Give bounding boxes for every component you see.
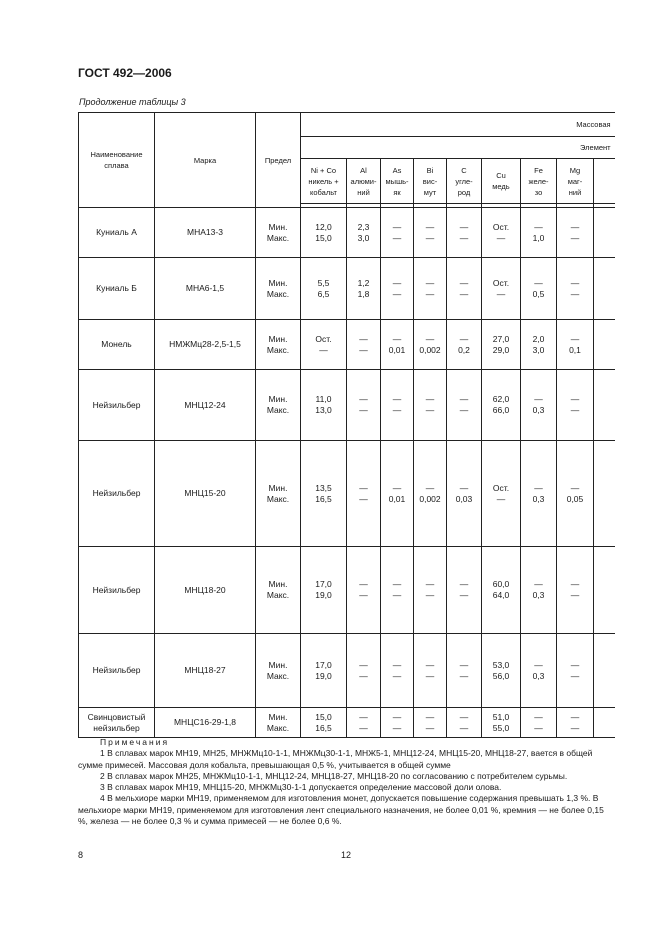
max-value: —: [359, 405, 368, 415]
value-cell: [347, 370, 381, 441]
alloy-name-cell: Нейзильбер: [79, 634, 155, 708]
header-element-cell: [381, 159, 414, 204]
min-value: —: [570, 333, 580, 344]
table-row: [79, 708, 615, 738]
value-cell: [482, 258, 521, 320]
value-cell: [557, 441, 594, 547]
limit-label: Макс.: [266, 670, 290, 681]
empty-cell: [594, 258, 615, 320]
header-element-line: Mg: [569, 165, 581, 175]
min-value: —: [534, 711, 543, 722]
limit-label: Мин.: [268, 221, 288, 232]
value-cell: [482, 320, 521, 370]
max-value: —: [359, 590, 368, 600]
table-row: [79, 258, 615, 320]
max-value: —: [570, 288, 580, 299]
min-value: 13,5: [315, 482, 332, 493]
value-cell: [557, 320, 594, 370]
value-cell: [381, 370, 414, 441]
max-value: 0,05: [566, 493, 584, 504]
alloy-name-cell: Куниаль А: [79, 208, 155, 258]
value-cell: [447, 370, 482, 441]
limit-label: Мин.: [268, 659, 288, 670]
alloy-composition-table: [78, 112, 615, 738]
value-cell: [447, 258, 482, 320]
min-value: —: [459, 333, 469, 344]
value-cell: [347, 208, 381, 258]
limit-label: Макс.: [266, 722, 290, 733]
header-element-line: вис-: [422, 176, 438, 186]
value-cell: [347, 708, 381, 738]
standard-number: ГОСТ 492—2006: [78, 66, 172, 80]
max-value: —: [425, 288, 435, 299]
max-value: 13,0: [315, 405, 332, 415]
max-value: 0,03: [455, 493, 473, 504]
min-value: —: [534, 394, 543, 404]
value-cell: [557, 547, 594, 634]
min-value: —: [570, 221, 580, 232]
max-value: —: [570, 405, 580, 415]
limit-label: Мин.: [268, 579, 288, 589]
grade-cell: МНЦ12-24: [155, 370, 256, 441]
value-cell: [414, 320, 447, 370]
max-value: —: [392, 288, 402, 299]
max-value: —: [459, 590, 469, 600]
table-row: [79, 320, 615, 370]
min-value: —: [570, 711, 580, 722]
value-cell: [521, 208, 557, 258]
max-value: —: [425, 232, 435, 243]
limit-cell: [256, 634, 301, 708]
grade-cell: МНА6-1,5: [155, 258, 256, 320]
grade-cell: МНЦ15-20: [155, 441, 256, 547]
min-value: 51,0: [492, 711, 510, 722]
max-value: —: [392, 670, 402, 681]
max-value: —: [459, 405, 469, 415]
header-element-cell: [301, 159, 347, 204]
table-row: [79, 208, 615, 258]
min-value: —: [425, 659, 435, 670]
value-cell: [482, 370, 521, 441]
header-element-cell: [557, 159, 594, 204]
value-cell: [482, 208, 521, 258]
header-grade: Марка: [155, 113, 256, 208]
min-value: 1,2: [357, 277, 370, 288]
min-value: —: [459, 711, 469, 722]
min-value: —: [392, 333, 402, 344]
min-value: —: [392, 277, 402, 288]
header-element-line: ний: [357, 187, 370, 197]
header-alloy-name: Наименование сплава: [79, 113, 155, 208]
table-row: [79, 547, 615, 634]
header-element-line: маг-: [567, 176, 583, 186]
value-cell: [482, 441, 521, 547]
header-element-line: ний: [568, 187, 582, 197]
alloy-name-cell: Куниаль Б: [79, 258, 155, 320]
min-value: —: [359, 711, 368, 722]
min-value: —: [359, 333, 368, 344]
max-value: 0,3: [532, 670, 545, 681]
min-value: —: [459, 221, 469, 232]
notes-title: Примечания: [100, 737, 170, 747]
header-element-line: желе-: [528, 176, 549, 186]
max-value: —: [459, 670, 469, 681]
max-value: —: [570, 590, 580, 600]
max-value: 0,3: [532, 590, 545, 600]
header-element-line: Cu: [496, 171, 506, 180]
max-value: 29,0: [492, 344, 510, 355]
min-value: —: [392, 579, 402, 589]
value-cell: [521, 547, 557, 634]
max-value: 0,01: [388, 344, 406, 355]
limit-cell: [256, 370, 301, 441]
value-cell: [447, 547, 482, 634]
max-value: —: [459, 288, 469, 299]
header-element-line: никель +: [308, 176, 339, 186]
max-value: 0,3: [532, 493, 545, 504]
limit-label: Мин.: [268, 277, 288, 288]
max-value: —: [425, 405, 435, 415]
table-notes: [78, 737, 614, 827]
min-value: Ост.: [492, 277, 510, 288]
limit-label: Мин.: [268, 333, 288, 344]
limit-cell: [256, 441, 301, 547]
alloy-name-cell: Монель: [79, 320, 155, 370]
header-limit: Предел: [256, 113, 301, 208]
min-value: —: [570, 277, 580, 288]
max-value: —: [392, 722, 402, 733]
max-value: 19,0: [315, 590, 332, 600]
max-value: —: [359, 670, 368, 681]
empty-cell: [594, 547, 615, 634]
min-value: 11,0: [315, 394, 332, 404]
value-cell: [301, 708, 347, 738]
header-element-line: мут: [423, 187, 437, 197]
grade-cell: МНЦС16-29-1,8: [155, 708, 256, 738]
min-value: —: [534, 659, 543, 670]
limit-cell: [256, 708, 301, 738]
value-cell: [557, 208, 594, 258]
min-value: 2,3: [357, 221, 370, 232]
grade-cell: МНЦ18-27: [155, 634, 256, 708]
min-value: —: [570, 482, 580, 493]
min-value: —: [459, 579, 469, 589]
max-value: 6,5: [317, 288, 330, 299]
max-value: 19,0: [315, 670, 332, 681]
value-cell: [557, 258, 594, 320]
max-value: 0,2: [458, 344, 470, 355]
max-value: 0,002: [419, 344, 441, 355]
header-element-line: Al: [360, 165, 367, 175]
value-cell: [381, 258, 414, 320]
empty-cell: [594, 370, 615, 441]
min-value: —: [534, 277, 543, 288]
value-cell: [557, 634, 594, 708]
empty-cell: [594, 708, 615, 738]
max-value: 0,3: [532, 405, 545, 415]
value-cell: [414, 370, 447, 441]
value-cell: [347, 320, 381, 370]
value-cell: [447, 708, 482, 738]
min-value: —: [392, 394, 402, 404]
min-value: Ост.: [315, 333, 332, 344]
header-element-line: As: [392, 165, 402, 175]
min-value: —: [425, 482, 435, 493]
max-value: —: [570, 670, 580, 681]
grade-cell: МНА13-3: [155, 208, 256, 258]
max-value: 64,0: [492, 590, 510, 600]
min-value: —: [425, 277, 435, 288]
min-value: 2,0: [532, 333, 545, 344]
max-value: 0,5: [532, 288, 545, 299]
header-element-line: Fe: [534, 165, 543, 175]
header-element-line: мышь-: [385, 176, 409, 186]
value-cell: [301, 547, 347, 634]
max-value: —: [392, 590, 402, 600]
note-item: 1 В сплавах марок МН19, МН25, МНЖМц10-1-1, МНЖМц30-1-1, МНЖ5-1, МНЦ12-24, МНЦ15-20, МНЦ18-27, вается в общей сумме примесей. Массовая доля кобальта, превышающая 0,5 %, учитывается в общей сумме: [78, 748, 593, 770]
limit-label: Макс.: [266, 344, 290, 355]
note-item: 4 В мельхиоре марки МН19, применяемом для изготовления монет, допускается повышение содержания превышать 1,3 %. В мельхиоре марки МН19, применяемом для изготовления лент специального назначения, не более 0,01 %, кремния — не более 0,15 %, железа — не более 0,3 % и сумма примесей — не более 0,6 %.: [78, 793, 604, 827]
limit-cell: [256, 258, 301, 320]
empty-cell: [594, 634, 615, 708]
value-cell: [521, 320, 557, 370]
value-cell: [414, 547, 447, 634]
value-cell: [301, 258, 347, 320]
min-value: —: [359, 659, 368, 670]
min-value: —: [425, 579, 435, 589]
grade-cell: НМЖМц28-2,5-1,5: [155, 320, 256, 370]
header-element-line: Bi: [426, 165, 434, 175]
value-cell: [414, 441, 447, 547]
max-value: 55,0: [492, 722, 510, 733]
value-cell: [381, 320, 414, 370]
header-element: Элемент: [301, 137, 615, 159]
header-element-line: медь: [492, 182, 510, 191]
min-value: —: [534, 482, 543, 493]
max-value: —: [425, 722, 435, 733]
table-row: [79, 634, 615, 708]
min-value: —: [570, 659, 580, 670]
note-item: 2 В сплавах марок МН25, МНЖМц10-1-1, МНЦ12-24, МНЦ18-27, МНЦ18-20 по согласованию с потребителем сурьмы.: [100, 770, 568, 781]
value-cell: [521, 441, 557, 547]
header-element-cell: [447, 159, 482, 204]
value-cell: [447, 208, 482, 258]
empty-cell: [594, 441, 615, 547]
limit-label: Макс.: [266, 493, 290, 504]
empty-cell: [594, 208, 615, 258]
header-element-cell: [521, 159, 557, 204]
header-element-line: Ni + Co: [310, 165, 337, 175]
min-value: 5,5: [317, 277, 330, 288]
limit-cell: [256, 208, 301, 258]
value-cell: [482, 708, 521, 738]
max-value: —: [392, 405, 402, 415]
header-element-line: як: [393, 187, 401, 197]
value-cell: [521, 258, 557, 320]
header-element-cell: [414, 159, 447, 204]
alloy-name-cell: Нейзильбер: [79, 370, 155, 441]
min-value: —: [570, 579, 580, 589]
note-item: 3 В сплавах марок МН19, МНЦ15-20, МНЖМц30-1-1 допускается определение массовой доли олова.: [100, 782, 502, 793]
max-value: —: [570, 232, 580, 243]
max-value: —: [359, 722, 368, 733]
value-cell: [447, 634, 482, 708]
max-value: —: [392, 232, 402, 243]
max-value: 0,01: [388, 493, 406, 504]
header-element-line: кобальт: [310, 187, 337, 197]
value-cell: [414, 208, 447, 258]
max-value: 3,0: [357, 232, 370, 243]
value-cell: [521, 708, 557, 738]
min-value: 17,0: [315, 579, 332, 589]
header-element-line: угле-: [455, 176, 473, 186]
empty-cell: [594, 320, 615, 370]
min-value: 27,0: [492, 333, 510, 344]
max-value: 0,002: [419, 493, 441, 504]
value-cell: [301, 320, 347, 370]
max-value: —: [496, 288, 506, 299]
max-value: —: [534, 722, 543, 733]
min-value: —: [425, 394, 435, 404]
alloy-name-cell: Свинцовистый нейзильбер: [79, 708, 155, 738]
alloy-name-cell: Нейзильбер: [79, 547, 155, 634]
value-cell: [347, 634, 381, 708]
max-value: —: [359, 344, 368, 355]
max-value: —: [459, 722, 469, 733]
max-value: 0,1: [569, 344, 581, 355]
max-value: —: [496, 493, 506, 504]
limit-label: Мин.: [268, 482, 288, 493]
value-cell: [482, 547, 521, 634]
max-value: —: [496, 232, 506, 243]
header-element-cell: [347, 159, 381, 204]
min-value: —: [459, 394, 469, 404]
min-value: —: [459, 277, 469, 288]
value-cell: [482, 634, 521, 708]
min-value: —: [425, 221, 435, 232]
table-continuation-caption: Продолжение таблицы 3: [79, 97, 186, 107]
min-value: Ост.: [492, 482, 510, 493]
value-cell: [381, 441, 414, 547]
min-value: 12,0: [315, 221, 332, 232]
max-value: 1,0: [532, 232, 545, 243]
limit-label: Макс.: [266, 405, 290, 415]
min-value: 17,0: [315, 659, 332, 670]
header-element-cell: [482, 159, 521, 204]
min-value: —: [534, 579, 543, 589]
min-value: —: [359, 579, 368, 589]
value-cell: [347, 258, 381, 320]
limit-label: Макс.: [266, 288, 290, 299]
min-value: —: [425, 711, 435, 722]
min-value: —: [392, 221, 402, 232]
min-value: 60,0: [492, 579, 510, 589]
max-value: 15,0: [315, 232, 332, 243]
header-element-line: зо: [534, 187, 543, 197]
max-value: 66,0: [492, 405, 510, 415]
max-value: —: [570, 722, 580, 733]
header-element-line: C: [461, 165, 467, 175]
max-value: —: [459, 232, 469, 243]
header-element-line: род: [457, 187, 471, 197]
value-cell: [414, 634, 447, 708]
max-value: —: [319, 344, 328, 355]
page-number-center: 12: [341, 850, 352, 860]
header-element-line: алюми-: [350, 176, 377, 186]
value-cell: [414, 258, 447, 320]
min-value: —: [392, 711, 402, 722]
limit-label: Макс.: [266, 232, 290, 243]
min-value: —: [459, 659, 469, 670]
value-cell: [381, 708, 414, 738]
value-cell: [557, 708, 594, 738]
value-cell: [414, 708, 447, 738]
min-value: 62,0: [492, 394, 510, 404]
value-cell: [381, 634, 414, 708]
max-value: —: [359, 493, 368, 504]
value-cell: [301, 208, 347, 258]
min-value: —: [570, 394, 580, 404]
min-value: 15,0: [315, 711, 332, 722]
min-value: —: [359, 394, 368, 404]
header-mass-fraction: Массовая: [301, 113, 615, 137]
max-value: 1,8: [357, 288, 370, 299]
header-empty-cell: [594, 159, 615, 204]
value-cell: [301, 370, 347, 441]
min-value: —: [459, 482, 469, 493]
table-row: [79, 370, 615, 441]
limit-label: Мин.: [268, 711, 288, 722]
min-value: —: [392, 659, 402, 670]
min-value: —: [359, 482, 368, 493]
limit-label: Макс.: [266, 590, 290, 600]
value-cell: [557, 370, 594, 441]
alloy-name-cell: Нейзильбер: [79, 441, 155, 547]
limit-label: Мин.: [268, 394, 288, 404]
value-cell: [381, 208, 414, 258]
page-number-left: 8: [78, 850, 84, 860]
min-value: —: [392, 482, 402, 493]
max-value: 16,5: [315, 493, 332, 504]
value-cell: [447, 320, 482, 370]
value-cell: [447, 441, 482, 547]
max-value: —: [425, 670, 435, 681]
value-cell: [347, 441, 381, 547]
table-row: [79, 441, 615, 547]
min-value: —: [534, 221, 543, 232]
value-cell: [301, 441, 347, 547]
value-cell: [521, 634, 557, 708]
max-value: 16,5: [315, 722, 332, 733]
min-value: 53,0: [492, 659, 510, 670]
min-value: —: [425, 333, 435, 344]
max-value: —: [425, 590, 435, 600]
value-cell: [521, 370, 557, 441]
limit-cell: [256, 547, 301, 634]
limit-cell: [256, 320, 301, 370]
max-value: 56,0: [492, 670, 510, 681]
grade-cell: МНЦ18-20: [155, 547, 256, 634]
value-cell: [301, 634, 347, 708]
max-value: 3,0: [532, 344, 545, 355]
value-cell: [381, 547, 414, 634]
value-cell: [347, 547, 381, 634]
min-value: Ост.: [492, 221, 510, 232]
